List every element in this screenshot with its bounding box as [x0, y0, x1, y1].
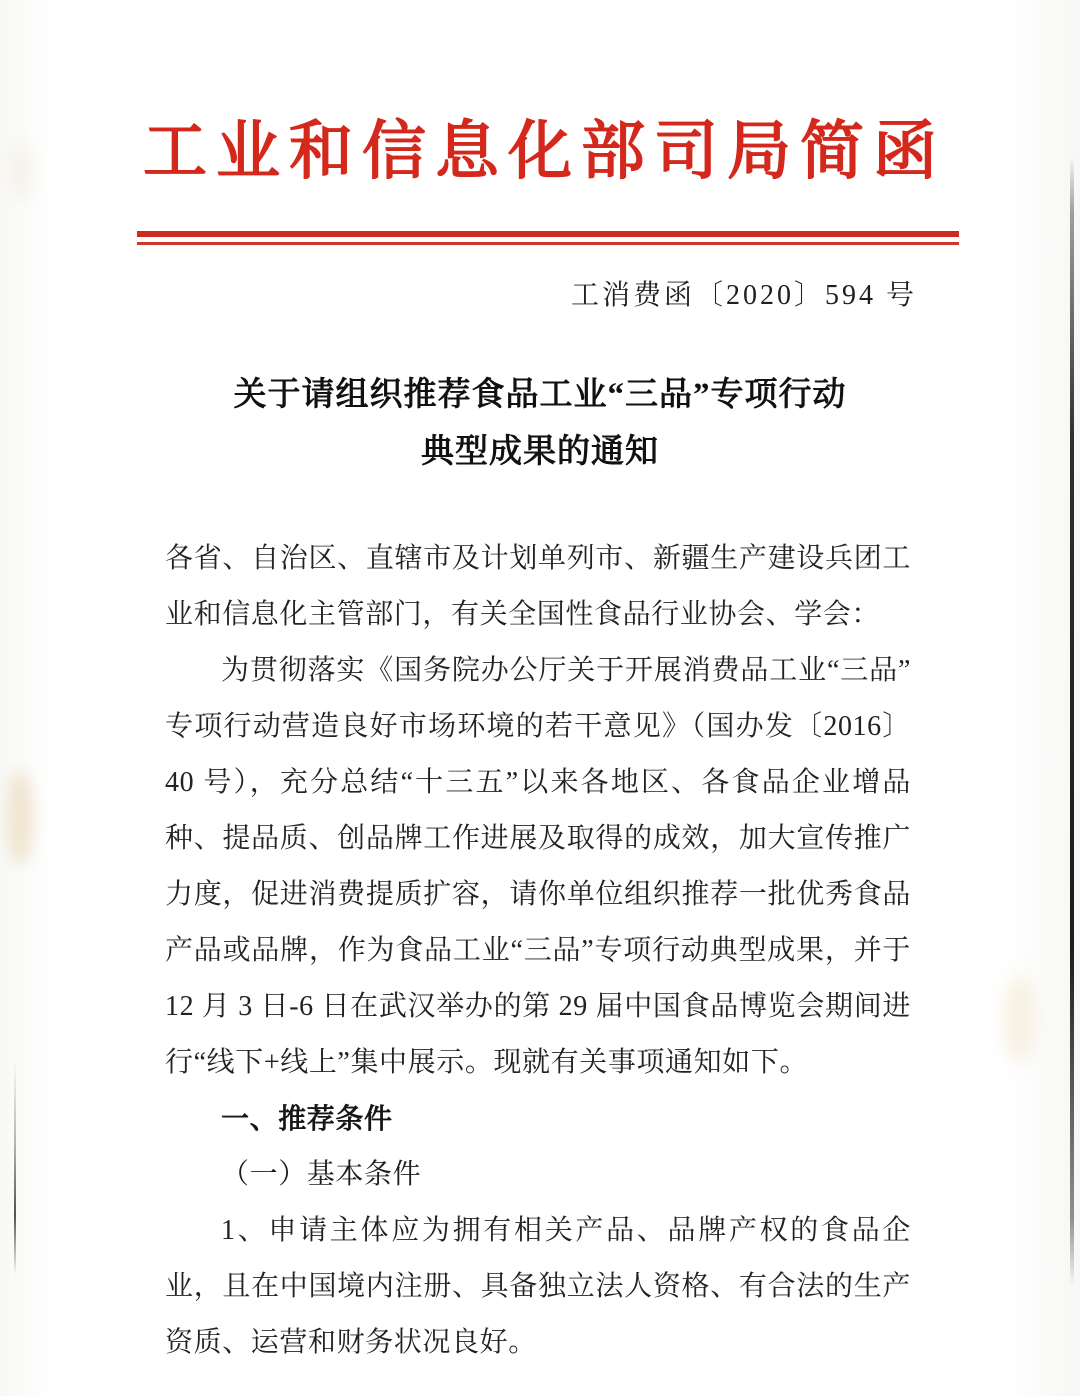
document-title-line2: 典型成果的通知	[421, 434, 659, 471]
subsection-1-1-heading: （一）基本条件	[221, 1159, 422, 1191]
document-body	[165, 531, 911, 1371]
letterhead-rule-thin-line	[137, 242, 959, 245]
section-1-heading: 一、推荐条件	[221, 1103, 393, 1135]
recipients-line: 各省、自治区、直辖市及计划单列市、新疆生产建设兵团工业和信息化主管部门，有关全国性食品行业协会、学会：	[165, 543, 911, 631]
scan-artifact-top-left-smudge	[10, 140, 32, 200]
document-title	[0, 367, 1080, 481]
scan-artifact-left-edge-line	[14, 1060, 16, 1275]
letterhead-title: 工业和信息化部司局简函	[143, 116, 946, 187]
intro-paragraph: 为贯彻落实《国务院办公厅关于开展消费品工业“三品”专项行动营造良好市场环境的若干意见》（国办发〔2016〕40 号），充分总结“十三五”以来各地区、各食品企业增品种、提品质、创品牌工作进展及取得的成效，加大宣传推广力度，促进消费提质扩容，请你单位组织推荐一批优秀食品产品或品牌，作为食品工业“三品”专项行动典型成果，并于 12 月 3 日-6 日在武汉举办的第 29 届中国食品博览会期间进行“线下+线上”集中展示。现就有关事项通知如下。	[165, 655, 911, 1079]
letterhead-rule-thick-line	[137, 231, 959, 237]
scan-artifact-right-edge-line	[1070, 156, 1074, 1286]
item-1-paragraph: 1、申请主体应为拥有相关产品、品牌产权的食品企业，且在中国境内注册、具备独立法人资格、有合法的生产资质、运营和财务状况良好。	[165, 1215, 911, 1359]
scan-artifact-left-smudge	[6, 770, 34, 865]
scan-artifact-right-smudge	[1004, 975, 1036, 1063]
document-title-line1: 关于请组织推荐食品工业“三品”专项行动	[233, 377, 847, 414]
letterhead-rule	[137, 231, 959, 245]
document-number: 工消费函〔2020〕594 号	[570, 280, 917, 312]
